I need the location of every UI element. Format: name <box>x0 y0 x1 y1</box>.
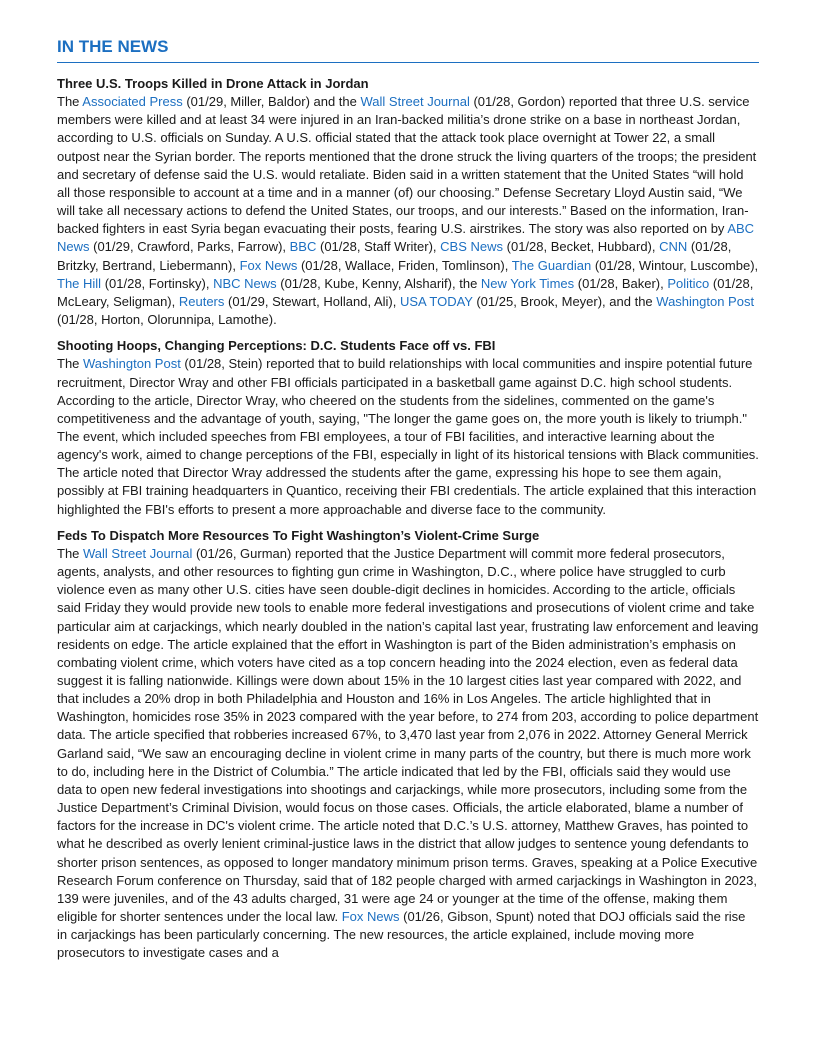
body-text: (01/28, McLeary, Seligman), <box>57 275 754 309</box>
article-body <box>57 93 759 329</box>
source-link[interactable]: BBC <box>289 239 317 255</box>
body-text: (01/28, Kube, Kenny, Alsharif), the <box>276 275 481 291</box>
body-text: (01/28, Fortinsky), <box>101 275 214 291</box>
article-headline: Shooting Hoops, Changing Perceptions: D.C. Students Face off vs. FBI <box>57 338 496 354</box>
body-text: (01/28, Baker), <box>574 275 668 291</box>
body-text: (01/28, Britzky, Bertrand, Liebermann), <box>57 239 732 273</box>
section-title: IN THE NEWS <box>57 36 759 63</box>
source-link[interactable]: The Hill <box>57 275 102 291</box>
article-body <box>57 355 759 518</box>
body-text: (01/29, Crawford, Parks, Farrow), <box>89 239 290 255</box>
body-text: (01/28, Wallace, Friden, Tomlinson), <box>297 257 512 273</box>
news-article <box>57 527 759 963</box>
news-page <box>57 36 759 963</box>
source-link[interactable]: CBS News <box>440 239 504 255</box>
body-text: The <box>57 94 83 110</box>
source-link[interactable]: Washington Post <box>656 293 755 309</box>
source-link[interactable]: Wall Street Journal <box>83 545 193 561</box>
body-text: The <box>57 356 84 372</box>
body-text: (01/28, Becket, Hubbard), <box>503 239 660 255</box>
source-link[interactable]: Fox News <box>239 257 298 273</box>
news-article <box>57 337 759 519</box>
body-text: (01/28, Wintour, Luscombe), <box>591 257 759 273</box>
body-text: The <box>57 545 84 561</box>
body-text: (01/29, Miller, Baldor) and the <box>182 94 361 110</box>
source-link[interactable]: Reuters <box>178 293 225 309</box>
source-link[interactable]: ABC News <box>57 221 755 255</box>
body-text: (01/25, Brook, Meyer), and the <box>472 293 657 309</box>
source-link[interactable]: Wall Street Journal <box>360 94 470 110</box>
body-text: (01/28, Gordon) reported that three U.S. service members were killed and at least 34 were injured in an Iran-backed militia’s drone strike on a base in northeast Jordan, according to U.S. officials on Sunday. A U.S. official stated that the attack took place overnight at Tower 22, a small outpost near the Syrian border. The reports mentioned that the drone struck the living quarters of the troops; the president and secretary of defense said the U.S. would retaliate. Biden said in a written statement that the United States “will hold all those responsible to account at a time and in a manner (of) our choosing.” Defense Secretary Lloyd Austin said, “We will take all necessary actions to defend the United States, our troops, and our interests.” Based on the information, Iran-backed fighters in east Syria began evacuating their posts, fearing U.S. airstrikes. The story was also reported on by <box>57 94 757 237</box>
article-body <box>57 545 759 963</box>
source-link[interactable]: New York Times <box>480 275 575 291</box>
source-link[interactable]: USA TODAY <box>399 293 473 309</box>
source-link[interactable]: Fox News <box>341 909 400 925</box>
article-list <box>57 75 759 963</box>
source-link[interactable]: Washington Post <box>83 356 181 372</box>
body-text: (01/28, Stein) reported that to build relationships with local communities and inspire potential future recruitment, Director Wray and other FBI officials participated in a basketball game against D.C. high school students. According to the article, Director Wray, who cheered on the students from the sidelines, commented on the game's competitiveness and the advantage of youth, saying, "The longer the game goes on, the more youth is likely to triumph." The event, which included speeches from FBI employees, a tour of FBI facilities, and interactive learning about the agency's work, aimed to change perceptions of the FBI, especially in light of its historical tensions with Black communities. The article noted that Director Wray addressed the students after the game, expressing his hope to see them again, possibly at FBI training headquarters in Quantico, receiving their FBI credentials. The article explained that this interaction highlighted the FBI's efforts to present a more approachable and diverse face to the community. <box>57 356 759 517</box>
body-text: (01/28, Staff Writer), <box>316 239 441 255</box>
article-headline: Feds To Dispatch More Resources To Fight Washington’s Violent-Crime Surge <box>57 527 540 543</box>
source-link[interactable]: Associated Press <box>82 94 183 110</box>
news-article <box>57 75 759 329</box>
body-text: (01/26, Gurman) reported that the Justice Department will commit more federal prosecutors, agents, analysts, and other resources to fighting gun crime in Washington, D.C., where police have struggled to curb violence even as many other U.S. cities have seen double-digit declines in homicides. According to the article, officials said Friday they would provide new tools to enable more federal investigations and prosecutions of violent crime and take particular aim at carjackings, which nearly doubled in the nation’s capital last year, frustrating law enforcement and leaving residents on edge. The article explained that the effort in Washington is part of the Biden administration’s emphasis on combating violent crime, which voters have cited as a top concern heading into the 2024 election, even as federal data suggest it is falling nationwide. Killings were down about 15% in the 10 largest cities last year compared with 2022, and that includes a 20% drop in both Philadelphia and Houston and 16% in Los Angeles. The article highlighted that in Washington, homicides rose 35% in 2023 compared with the year before, to 274 from 203, according to police department data. The article specified that robberies increased 67%, to 3,470 last year from 2,076 in 2022. Attorney General Merrick Garland said, “We saw an encouraging decline in violent crime in many parts of the country, but there is much more work to do, including here in the District of Columbia.” The article indicated that led by the FBI, officials said they would use data to open new federal investigations into shootings and carjackings, while more prosecutors, including some from the Justice Department’s Criminal Division, would focus on those cases. Officials, the article elaborated, blame a number of factors for the increase in DC's violent crime. The article noted that D.C.’s U.S. attorney, Matthew Graves, has pointed to what he described as overly lenient criminal-justice laws in the district that allow judges to sentence young defendants to shorter prison sentences, as opposed to longer mandatory minimum prison terms. Graves, speaking at a Police Executive Research Forum conference on Thursday, said that of 182 people charged with armed carjackings in Washington in 2023, 139 were juveniles, and of the 43 adults charged, 31 were age 24 or younger at the time of the offense, making them eligible for shorter sentences under the local law. <box>57 545 759 925</box>
body-text: (01/28, Horton, Olorunnipa, Lamothe). <box>57 312 277 328</box>
source-link[interactable]: CNN <box>659 239 688 255</box>
source-link[interactable]: NBC News <box>213 275 277 291</box>
body-text: (01/29, Stewart, Holland, Ali), <box>224 293 400 309</box>
body-text: (01/26, Gibson, Spunt) noted that DOJ officials said the rise in carjackings has been particularly concerning. The new resources, the article explained, include moving more prosecutors to investigate cases and a <box>57 909 746 961</box>
source-link[interactable]: The Guardian <box>511 257 592 273</box>
source-link[interactable]: Politico <box>667 275 710 291</box>
article-headline: Three U.S. Troops Killed in Drone Attack in Jordan <box>57 76 369 91</box>
